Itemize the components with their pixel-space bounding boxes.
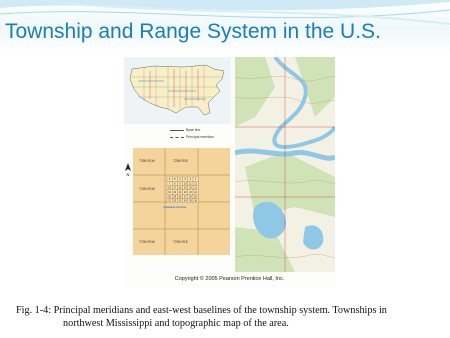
section-number: 15 [183,186,187,190]
section-number: 21 [178,190,182,194]
section-number: 26 [189,195,192,199]
section-number: 2 [189,178,192,182]
label-t23n-r1e: T23N R1E [173,240,188,244]
svg-text:N: N [126,172,130,177]
legend-meridian [170,135,214,139]
section-number: 5 [174,178,176,182]
slide-title: Township and Range System in the U.S. [5,20,381,43]
topographic-map-panel [235,57,335,272]
section-number: 11 [189,182,192,186]
township-grid-panel [133,148,230,255]
us-map-panel [124,57,231,124]
section-number: 25 [194,195,197,199]
label-t25n-r1e: T25N R1E [173,159,188,163]
section-number: 1 [194,178,197,182]
section-number: 33 [178,199,182,203]
map-legend [124,125,231,143]
section-number: 29 [173,195,177,199]
label-t24n-r1w: T24N R1W [139,187,155,191]
section-number: 31 [168,199,171,203]
section-number: 8 [174,182,176,186]
section-number: 10 [183,182,187,186]
section-number: 16 [178,186,182,190]
us-map-graphic [124,57,231,124]
legend-baseline-label: Base line [186,128,201,132]
label-t23n-r1w: T23N R1W [139,240,155,244]
section-number: 22 [183,190,187,194]
section-number: 7 [168,182,171,186]
section-number: 6 [168,178,171,182]
section-number: 19 [168,190,171,194]
section-number: 12 [194,182,197,186]
caption-line-1: Fig. 1-4: Principal meridians and east-west baselines of the township system. Townships in [16,305,387,316]
figure-caption [16,304,436,330]
label-t25n-r1w: T25N R1W [139,159,155,163]
section-number: 17 [173,186,177,190]
meridian-line-icon [170,137,184,138]
section-number: 23 [189,190,192,194]
section-number: 34 [183,199,187,203]
section-number: 20 [173,190,177,194]
section-number: 32 [173,199,177,203]
baseline-line-icon [170,130,184,131]
section-number: 36 [194,199,197,203]
legend-baseline [170,128,200,132]
section-number: 9 [179,182,181,186]
section-number: 35 [189,199,192,203]
section-number: 18 [168,186,171,190]
section-number: 27 [183,195,187,199]
copyright-notice: Copyright © 2005 Pearson Prentice Hall, Inc. [174,276,285,282]
section-number: 28 [178,195,182,199]
township-grid [133,148,230,255]
section-number: 30 [168,195,171,199]
section-number: 3 [184,178,186,182]
north-arrow-icon [124,163,132,178]
section-number: 24 [194,190,197,194]
caption-line-2: northwest Mississippi and topographic map of the area. [63,318,289,329]
section-number: 4 [179,178,181,182]
section-number: 14 [189,186,192,190]
label-meridian-note: Chickasaw Meridian [163,206,187,209]
topographic-map [235,57,335,272]
figure-image [124,57,335,288]
section-number: 13 [194,186,197,190]
legend-meridian-label: Principal meridian [186,135,214,139]
